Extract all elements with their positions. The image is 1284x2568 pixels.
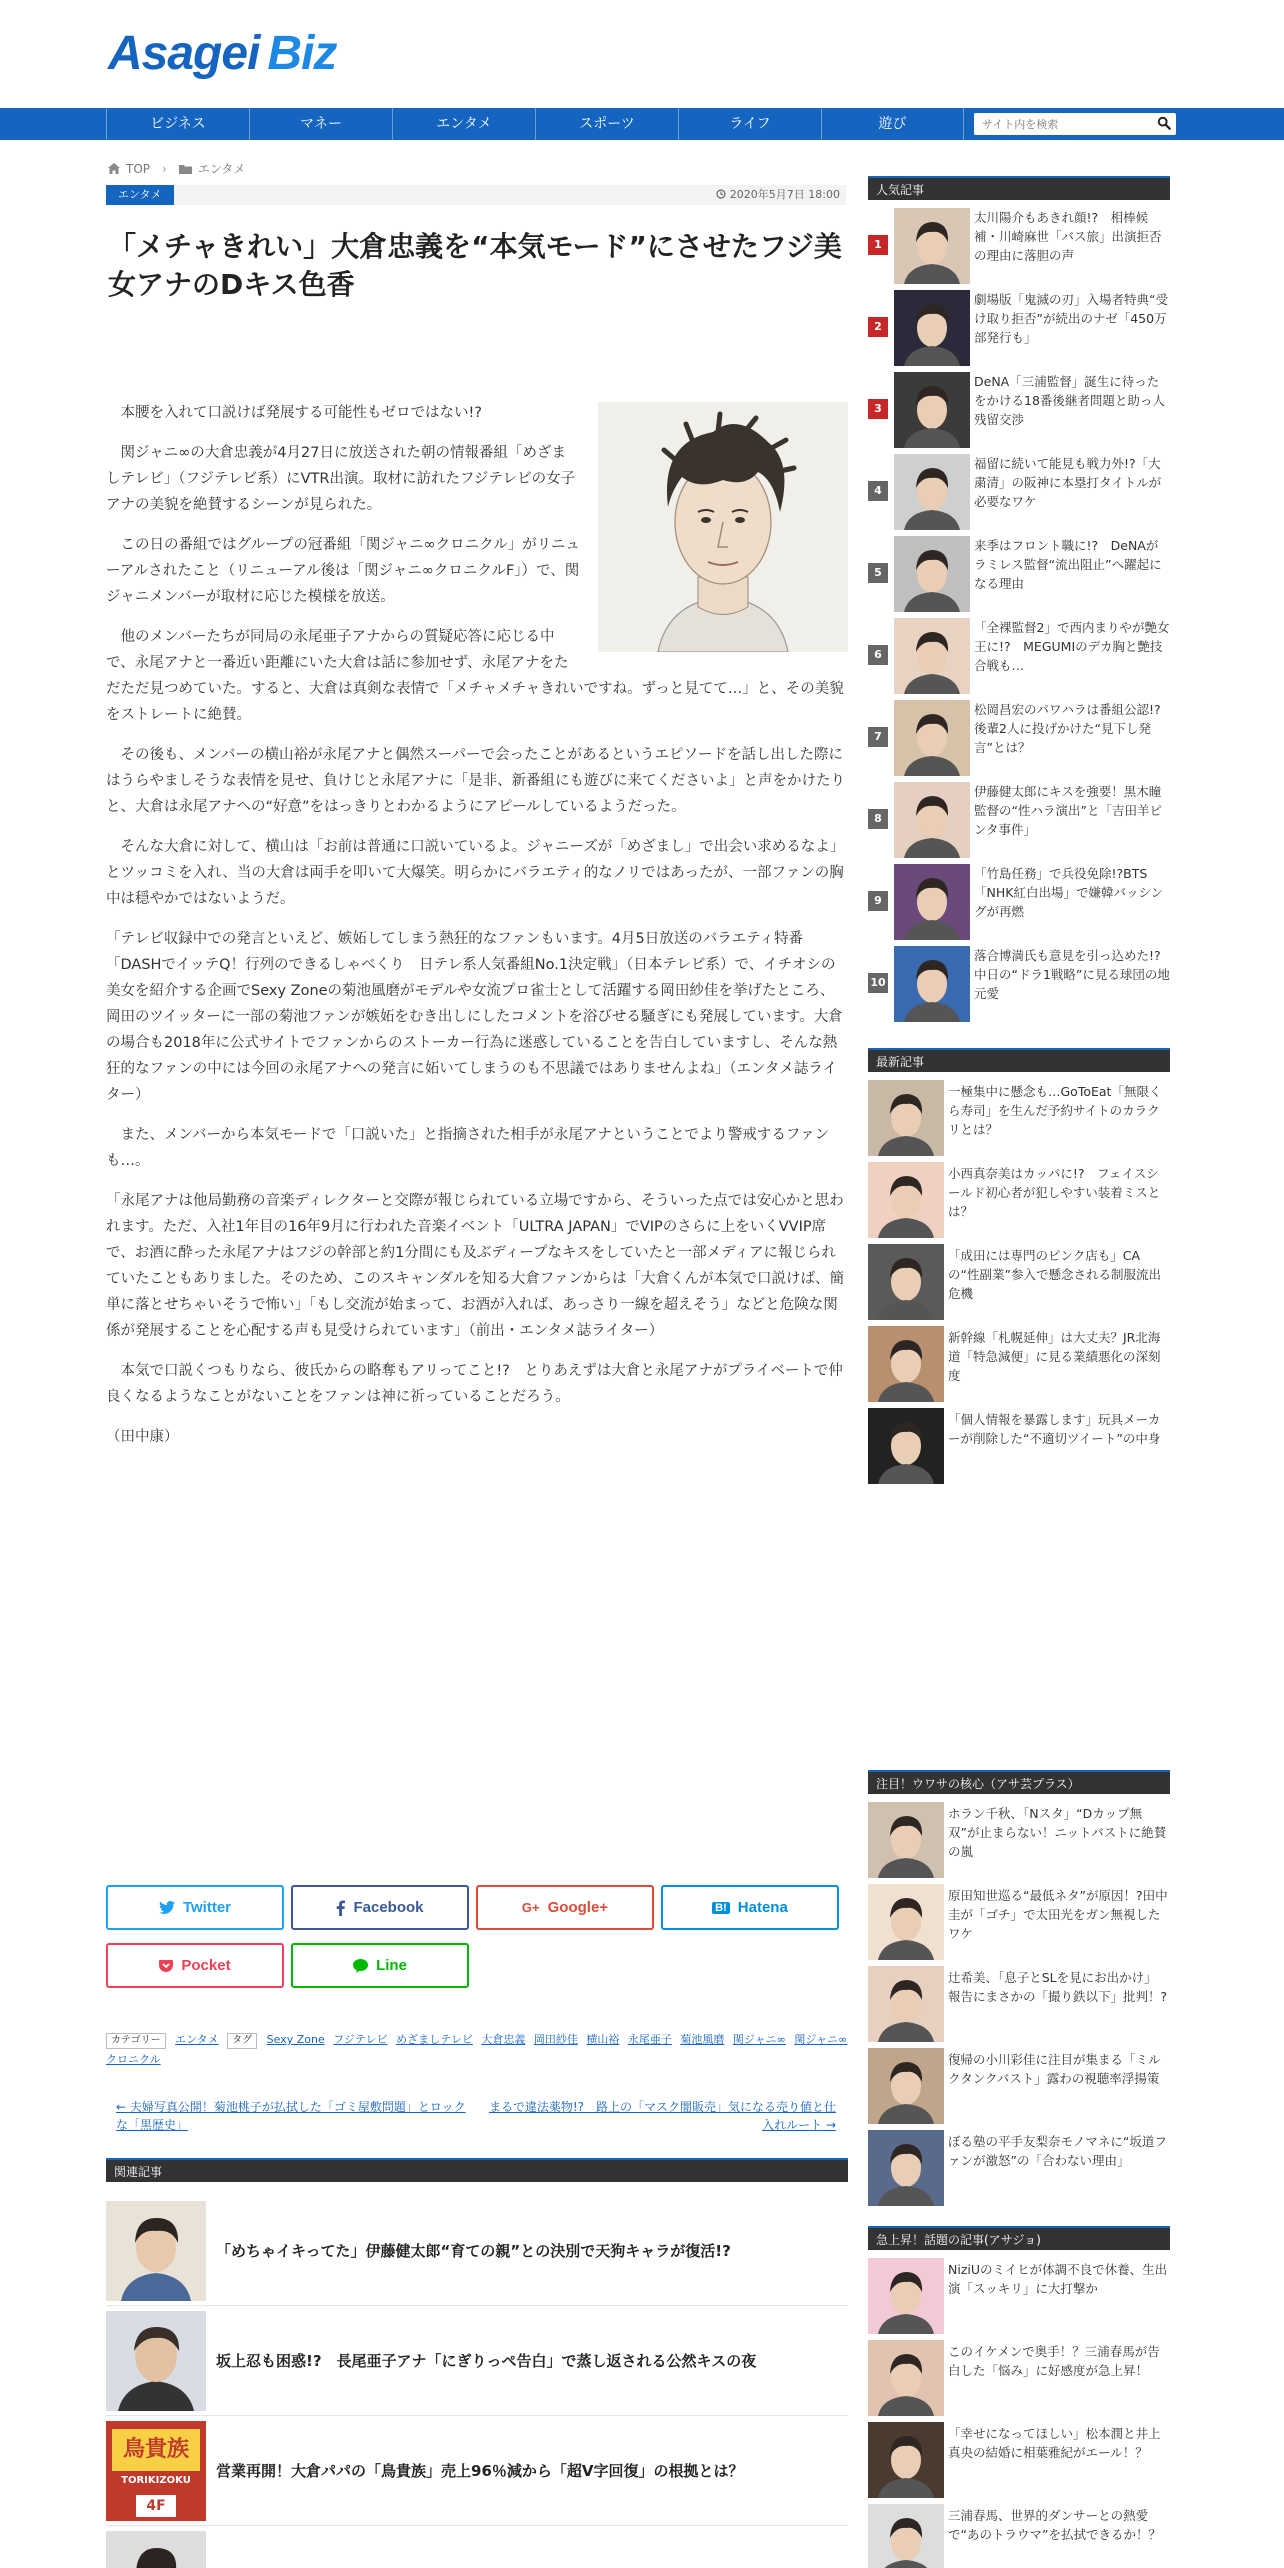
prev-article-link[interactable]: ← 夫婦写真公開！菊池桃子が払拭した「ゴミ屋敷問題」とロックな「黒歴史」 bbox=[116, 2100, 466, 2132]
article-date-wrap bbox=[716, 185, 840, 205]
rank-number: 2 bbox=[868, 317, 888, 337]
main-nav bbox=[0, 108, 1284, 140]
asagei-item[interactable] bbox=[868, 1882, 1170, 1964]
tag-link[interactable]: 関ジャニ∞クロニクル bbox=[106, 2033, 848, 2066]
portrait-image bbox=[598, 402, 848, 652]
search-input[interactable] bbox=[974, 114, 1150, 134]
hot-item[interactable] bbox=[868, 2256, 1170, 2338]
rank-number: 4 bbox=[868, 481, 888, 501]
article-tags bbox=[106, 2030, 848, 2070]
popular-title: 劇場版「鬼滅の刃」入場者特典“受け取り拒否”が続出のナゼ「450万部発行も」 bbox=[974, 292, 1168, 345]
asagei-thumbnail bbox=[868, 1884, 944, 1960]
popular-thumbnail bbox=[894, 536, 970, 612]
share-twitter-label: Twitter bbox=[182, 1899, 232, 1916]
hot-item[interactable] bbox=[868, 2502, 1170, 2568]
share-line-label: Line bbox=[376, 1957, 407, 1974]
popular-thumbnail bbox=[894, 618, 970, 694]
latest-item[interactable] bbox=[868, 1078, 1170, 1160]
related-list bbox=[106, 2196, 848, 2568]
nav-item-business[interactable]: ビジネス bbox=[106, 108, 249, 140]
rank-number: 3 bbox=[868, 399, 888, 419]
paragraph: 関ジャニ∞の大倉忠義が4月27日に放送された朝の情報番組「めざましテレビ」（フジテレビ系）にVTR出演。取材に訪れたフジテレビの女子アナの美貌を絶賛するシーンが見られた。 bbox=[106, 445, 576, 513]
nav-item-entertainment[interactable]: エンタメ bbox=[392, 108, 535, 140]
hot-thumbnail bbox=[868, 2258, 944, 2334]
popular-thumbnail bbox=[894, 454, 970, 530]
pocket-icon bbox=[159, 1959, 173, 1972]
asagei-title: ホラン千秋、「Nスタ」“Dカップ無双”が止まらない！ニットバストに絶賛の嵐 bbox=[948, 1806, 1167, 1859]
share-hatena-button[interactable] bbox=[661, 1885, 839, 1930]
latest-item[interactable] bbox=[868, 1242, 1170, 1324]
category-badge[interactable]: エンタメ bbox=[106, 185, 174, 205]
latest-title: 小西真奈美はカッパに!? フェイスシールド初心者が犯しやすい装着ミスとは？ bbox=[948, 1166, 1161, 1219]
latest-title: 一極集中に懸念も…GoToEat「無限くら寿司」を生んだ予約サイトのカラクリとは？ bbox=[948, 1084, 1162, 1137]
logo-sub: Biz bbox=[267, 26, 337, 80]
twitter-icon bbox=[159, 1901, 175, 1914]
latest-thumbnail bbox=[868, 1408, 944, 1484]
popular-item[interactable] bbox=[868, 616, 1170, 698]
related-item[interactable] bbox=[106, 2196, 848, 2306]
latest-thumbnail bbox=[868, 1080, 944, 1156]
share-pocket-button[interactable] bbox=[106, 1943, 284, 1988]
tag-link[interactable]: 岡田紗佳 bbox=[533, 2033, 578, 2046]
nav-item-money[interactable]: マネー bbox=[249, 108, 392, 140]
sign-subtext: TORIKIZOKU bbox=[121, 2474, 191, 2486]
latest-title: 「個人情報を暴露します」玩具メーカーが削除した“不適切ツイート”の中身 bbox=[948, 1412, 1161, 1446]
asagei-title: 辻希美、「息子とSLを見にお出かけ」報告にまさかの「撮り鉄以下」批判！? bbox=[948, 1970, 1168, 2004]
hot-thumbnail bbox=[868, 2504, 944, 2568]
paragraph: また、メンバーから本気モードで「口説いた」と指摘された相手が永尾アナということでより警戒するファンも…。 bbox=[106, 1127, 830, 1169]
popular-item[interactable] bbox=[868, 862, 1170, 944]
rank-number: 7 bbox=[868, 727, 888, 747]
facebook-icon bbox=[336, 1900, 345, 1916]
hot-list bbox=[868, 2256, 1170, 2568]
latest-item[interactable] bbox=[868, 1324, 1170, 1406]
popular-title: 「全裸監督2」で西内まりやが艶女王に!? MEGUMIのデカ胸と艶技合戦も… bbox=[974, 620, 1170, 673]
paragraph: そんな大倉に対して、横山は「お前は普通に口説いているよ。ジャニーズが「めざまし」で出会い求めるなよ」とツッコミを入れ、当の大倉は両手を叩いて大爆笑。明らかにバラエティ的なノリではあったが、一部ファンの胸中は穏やかではないようだ。 bbox=[106, 839, 845, 907]
hot-title: このイケメンで奥手！？三浦春馬が告白した「悩み」に好感度が急上昇！ bbox=[948, 2344, 1160, 2378]
sign-text: 鳥貴族 bbox=[112, 2429, 200, 2471]
arrow-right-icon: → bbox=[822, 2118, 836, 2132]
latest-thumbnail bbox=[868, 1326, 944, 1402]
hot-title: NiziUのミイヒが体調不良で休養、生出演「スッキリ」に大打撃か bbox=[948, 2262, 1168, 2296]
latest-title: 新幹線「札幌延伸」は大丈夫？JR北海道「特急減便」に見る業績悪化の深刻度 bbox=[948, 1330, 1161, 1383]
search-icon[interactable] bbox=[1157, 116, 1171, 130]
asagei-thumbnail bbox=[868, 1802, 944, 1878]
paragraph: 本気で口説くつもりなら、彼氏からの略奪もアリってこと!? とりあえずは大倉と永尾アナがプライベートで仲良くなるようなことがないことをファンは神に祈っていることだろう。 bbox=[106, 1363, 843, 1405]
arrow-left-icon: ← bbox=[116, 2100, 130, 2114]
share-twitter-button[interactable] bbox=[106, 1885, 284, 1930]
asagei-thumbnail bbox=[868, 2048, 944, 2124]
hot-thumbnail bbox=[868, 2340, 944, 2416]
category-label: カテゴリー bbox=[106, 2033, 166, 2049]
popular-title: 落合博満氏も意見を引っ込めた!? 中日の“ドラ1戦略”に見る球団の地元愛 bbox=[974, 948, 1174, 1001]
hatena-icon: B! bbox=[712, 1902, 730, 1914]
popular-item[interactable] bbox=[868, 452, 1170, 534]
nav-items bbox=[106, 108, 964, 140]
author-credit: （田中康） bbox=[106, 1429, 179, 1445]
popular-thumbnail bbox=[894, 208, 970, 284]
tag-link[interactable]: 菊池風磨 bbox=[680, 2033, 725, 2046]
popular-thumbnail bbox=[894, 290, 970, 366]
asagei-thumbnail bbox=[868, 1966, 944, 2042]
breadcrumb bbox=[108, 160, 245, 177]
popular-title: 松岡昌宏のパワハラは番組公認!? 後輩2人に投げかけた“見下し発言”とは？ bbox=[974, 702, 1174, 755]
tag-link[interactable]: 横山裕 bbox=[586, 2033, 620, 2046]
hot-thumbnail bbox=[868, 2422, 944, 2498]
paragraph: 「テレビ収録中での発言といえど、嫉妬してしまう熱狂的なファンもいます。4月5日放送のバラエティ特番「DASHでイッテQ！行列のできるしゃべくり 日テレ系人気番組No.1決定戦」（日本テレビ系）で、イチオシの美女を紹介する企画でSexy Zoneの菊池風磨がモデルや女流プロ雀士として活躍する岡田紗佳を挙げたところ、岡田のツイッターに一部の菊池ファンが嫉妬をむき出しにしたコメントを浴びせる騒ぎにも発展しています。大倉の場合も2018年に公式サイトでファンからのストーカー行為に迷惑していることを告白していますし、そんな熱狂的なファンの中には今回の永尾アナへの発言に妬いてしまうのも不思議ではありませんよね」（エンタメ誌ライター） bbox=[106, 931, 843, 1103]
tag-link[interactable]: フジテレビ bbox=[333, 2033, 388, 2046]
popular-thumbnail bbox=[894, 782, 970, 858]
asagei-item[interactable] bbox=[868, 1964, 1170, 2046]
asagei-title: 原田知世巡る“最低ネタ”が原因！?田中圭が「ゴチ」で太田光をガン無視したワケ bbox=[948, 1888, 1168, 1941]
related-thumbnail bbox=[106, 2201, 206, 2301]
popular-title: DeNA「三浦監督」誕生に待ったをかける18番後継者問題と助っ人残留交渉 bbox=[974, 374, 1165, 427]
site-header bbox=[0, 0, 1284, 108]
hot-title: 三浦春馬、世界的ダンサーとの熱愛で“あのトラウマ”を払拭できるか！？ bbox=[948, 2508, 1161, 2542]
share-pocket-label: Pocket bbox=[181, 1957, 231, 1974]
tag-label: タグ bbox=[227, 2033, 257, 2049]
latest-thumbnail bbox=[868, 1244, 944, 1320]
nav-item-life[interactable]: ライフ bbox=[678, 108, 821, 140]
popular-thumbnail bbox=[894, 946, 970, 1022]
tag-link[interactable]: 大倉忠義 bbox=[481, 2033, 526, 2046]
share-line-button[interactable] bbox=[291, 1943, 469, 1988]
nav-item-play[interactable]: 遊び bbox=[821, 108, 964, 140]
popular-title: 太川陽介もあきれ顔!? 相棒候補・川崎麻世「バス旅」出演拒否の理由に落胆の声 bbox=[974, 210, 1162, 263]
line-icon bbox=[353, 1959, 368, 1973]
asagei-item[interactable] bbox=[868, 2046, 1170, 2128]
tag-link[interactable]: めざましテレビ bbox=[396, 2033, 473, 2046]
chevron-right-icon: › bbox=[162, 161, 167, 176]
asagei-title: 復帰の小川彩佳に注目が集まる「ミルクタンクバスト」露わの視聴率浮揚策 bbox=[948, 2052, 1161, 2086]
search-box bbox=[974, 113, 1176, 135]
popular-title: 来季はフロント職に!? DeNAがラミレス監督“流出阻止”へ躍起になる理由 bbox=[974, 538, 1162, 591]
asagei-item[interactable] bbox=[868, 2128, 1170, 2210]
tag-link[interactable]: 関ジャニ∞ bbox=[732, 2033, 786, 2046]
article-meta bbox=[106, 185, 846, 205]
related-title: 坂上忍も困惑!? 長尾亜子アナ「にぎりっぺ告白」で蒸し返される公然キスの夜 bbox=[216, 2351, 757, 2370]
related-heading: 関連記事 bbox=[106, 2158, 848, 2182]
popular-title: 伊藤健太郎にキスを強要！黒木瞳監督の“性ハラ演出”と「吉田羊ピンタ事件」 bbox=[974, 784, 1162, 837]
site-logo[interactable] bbox=[108, 24, 336, 82]
article-illustration bbox=[598, 402, 848, 652]
latest-item[interactable] bbox=[868, 1160, 1170, 1242]
latest-heading: 最新記事 bbox=[868, 1048, 1170, 1072]
nav-item-sports[interactable]: スポーツ bbox=[535, 108, 678, 140]
hot-title: 「幸せになってほしい」松本潤と井上真央の結婚に相葉雅紀がエール！？ bbox=[948, 2426, 1161, 2460]
related-title: 「めちゃイキってた」伊藤健太郎“育ての親”との決別で天狗キャラが復活!? bbox=[216, 2241, 731, 2260]
popular-item[interactable] bbox=[868, 780, 1170, 862]
breadcrumb-category[interactable]: エンタメ bbox=[197, 162, 246, 176]
asagei-list bbox=[868, 1800, 1170, 2210]
asagei-title: ぼる塾の平手友梨奈モノマネに“坂道ファンが激怒”の「合わない理由」 bbox=[948, 2134, 1167, 2168]
home-icon bbox=[108, 163, 120, 174]
asagei-item[interactable] bbox=[868, 1800, 1170, 1882]
popular-title: 福留に続いて能見も戦力外!?「大粛清」の阪神に本塁打タイトルが必要なワケ bbox=[974, 456, 1162, 509]
popular-item[interactable] bbox=[868, 944, 1174, 1026]
related-thumbnail bbox=[106, 2311, 206, 2411]
folder-icon bbox=[179, 164, 192, 174]
google-plus-icon: G+ bbox=[521, 1900, 540, 1915]
asagei-heading: 注目！ウワサの核心（アサ芸プラス） bbox=[868, 1770, 1170, 1794]
rank-number: 6 bbox=[868, 645, 888, 665]
latest-thumbnail bbox=[868, 1162, 944, 1238]
rank-number: 5 bbox=[868, 563, 888, 583]
tag-link[interactable]: 永尾亜子 bbox=[627, 2033, 672, 2046]
paragraph: その後も、メンバーの横山裕が永尾アナと偶然スーパーで会ったことがあるというエピソードを話し出した際にはうらやましそうな表情を見せ、負けじと永尾アナに「是非、新番組にも遊びに来てくださいよ」と声をかけたりと、大倉は永尾アナへの“好意”をはっきりとわかるようにアピールしているようだった。 bbox=[106, 747, 846, 815]
share-facebook-label: Facebook bbox=[353, 1899, 424, 1916]
popular-item[interactable] bbox=[868, 206, 1170, 288]
related-item-partial bbox=[106, 2526, 848, 2568]
popular-list bbox=[868, 206, 1174, 1026]
tag-link[interactable]: Sexy Zone bbox=[266, 2033, 325, 2046]
popular-title: 「竹島任務」で兵役免除!?BTS「NHK紅白出場」で嫌韓バッシングが再燃 bbox=[974, 866, 1164, 919]
popular-item[interactable] bbox=[868, 534, 1170, 616]
popular-thumbnail bbox=[894, 700, 970, 776]
popular-item[interactable] bbox=[868, 698, 1174, 780]
popular-thumbnail bbox=[894, 372, 970, 448]
hot-heading: 急上昇！話題の記事(アサジョ) bbox=[868, 2226, 1170, 2250]
popular-item[interactable] bbox=[868, 370, 1170, 452]
hot-item[interactable] bbox=[868, 2338, 1170, 2420]
paragraph: 他のメンバーたちが同局の永尾亜子アナからの質疑応答に応じる中で、永尾アナと一番近い距離にいた大倉は話に参加せず、永尾アナをただただ見つめていた。すると、大倉は真剣な表情で「メチャメチャきれいですね。ずっと見てて…」と、その美貌をストレートに絶賛。 bbox=[106, 629, 844, 723]
share-hatena-label: Hatena bbox=[737, 1899, 788, 1916]
latest-title: 「成田には専門のピンク店も」CAの“性副業”参入で懸念される制服流出危機 bbox=[948, 1248, 1161, 1301]
paragraph: 「永尾アナは他局勤務の音楽ディレクターと交際が報じられている立場ですから、そういった点では安心かと思われます。ただ、入社1年目の16年9月に行われた音楽イベント「ULTRA JAPAN」でVIPのさらに上をいくVVIP席で、お酒に酔った永尾アナはフジの幹部と約1分間にも及ぶディープなキスをしていたと一部メディアに報じられていたこともありました。そのため、このスキャンダルを知る大倉ファンからは「大倉くんが本気で口説けば、簡単に落とせちゃいそうで怖い」「もし交流が始まって、お酒が入れば、あっさり一線を超えそう」などと危険な関係が発展することを心配する声も見受けられています」（前出・エンタメ誌ライター） bbox=[106, 1193, 845, 1339]
share-google-label: Google+ bbox=[547, 1899, 609, 1916]
popular-heading: 人気記事 bbox=[868, 176, 1170, 200]
asagei-thumbnail bbox=[868, 2130, 944, 2206]
share-facebook-button[interactable] bbox=[291, 1885, 469, 1930]
paragraph: この日の番組ではグループの冠番組「関ジャニ∞クロニクル」がリニューアルされたこと（リニューアル後は「関ジャニ∞クロニクルF」）で、関ジャニメンバーが取材に応じた模様を放送。 bbox=[106, 537, 580, 605]
related-thumbnail bbox=[106, 2531, 206, 2568]
rank-number: 1 bbox=[868, 235, 888, 255]
related-thumbnail bbox=[106, 2421, 206, 2521]
logo-main: Asagei bbox=[108, 26, 260, 80]
popular-thumbnail bbox=[894, 864, 970, 940]
rank-number: 10 bbox=[868, 973, 888, 993]
popular-item[interactable] bbox=[868, 288, 1170, 370]
tag-category-link[interactable]: エンタメ bbox=[175, 2033, 219, 2046]
article-body bbox=[106, 400, 848, 1464]
clock-icon bbox=[716, 189, 726, 199]
sign-floor: 4F bbox=[136, 2495, 176, 2517]
latest-list bbox=[868, 1078, 1170, 1488]
hot-item[interactable] bbox=[868, 2420, 1170, 2502]
article-title: 「メチャきれい」大倉忠義を“本気モード”にさせたフジ美女アナのDキス色香 bbox=[108, 230, 842, 301]
related-item[interactable] bbox=[106, 2306, 848, 2416]
next-article-link[interactable]: まるで違法薬物!? 路上の「マスク闇販売」気になる売り値と仕入れルート → bbox=[488, 2100, 836, 2132]
rank-number: 8 bbox=[868, 809, 888, 829]
related-title: 営業再開！大倉パパの「鳥貴族」売上96％減から「超V字回復」の根拠とは？ bbox=[216, 2461, 744, 2480]
related-item[interactable] bbox=[106, 2416, 848, 2526]
article-date: 2020年5月7日 18:00 bbox=[729, 188, 840, 201]
share-google-button[interactable] bbox=[476, 1885, 654, 1930]
latest-item[interactable] bbox=[868, 1406, 1170, 1488]
breadcrumb-home[interactable]: TOP bbox=[126, 161, 151, 176]
paragraph: 本腰を入れて口説けば発展する可能性もゼロではない!? bbox=[120, 405, 483, 421]
rank-number: 9 bbox=[868, 891, 888, 911]
